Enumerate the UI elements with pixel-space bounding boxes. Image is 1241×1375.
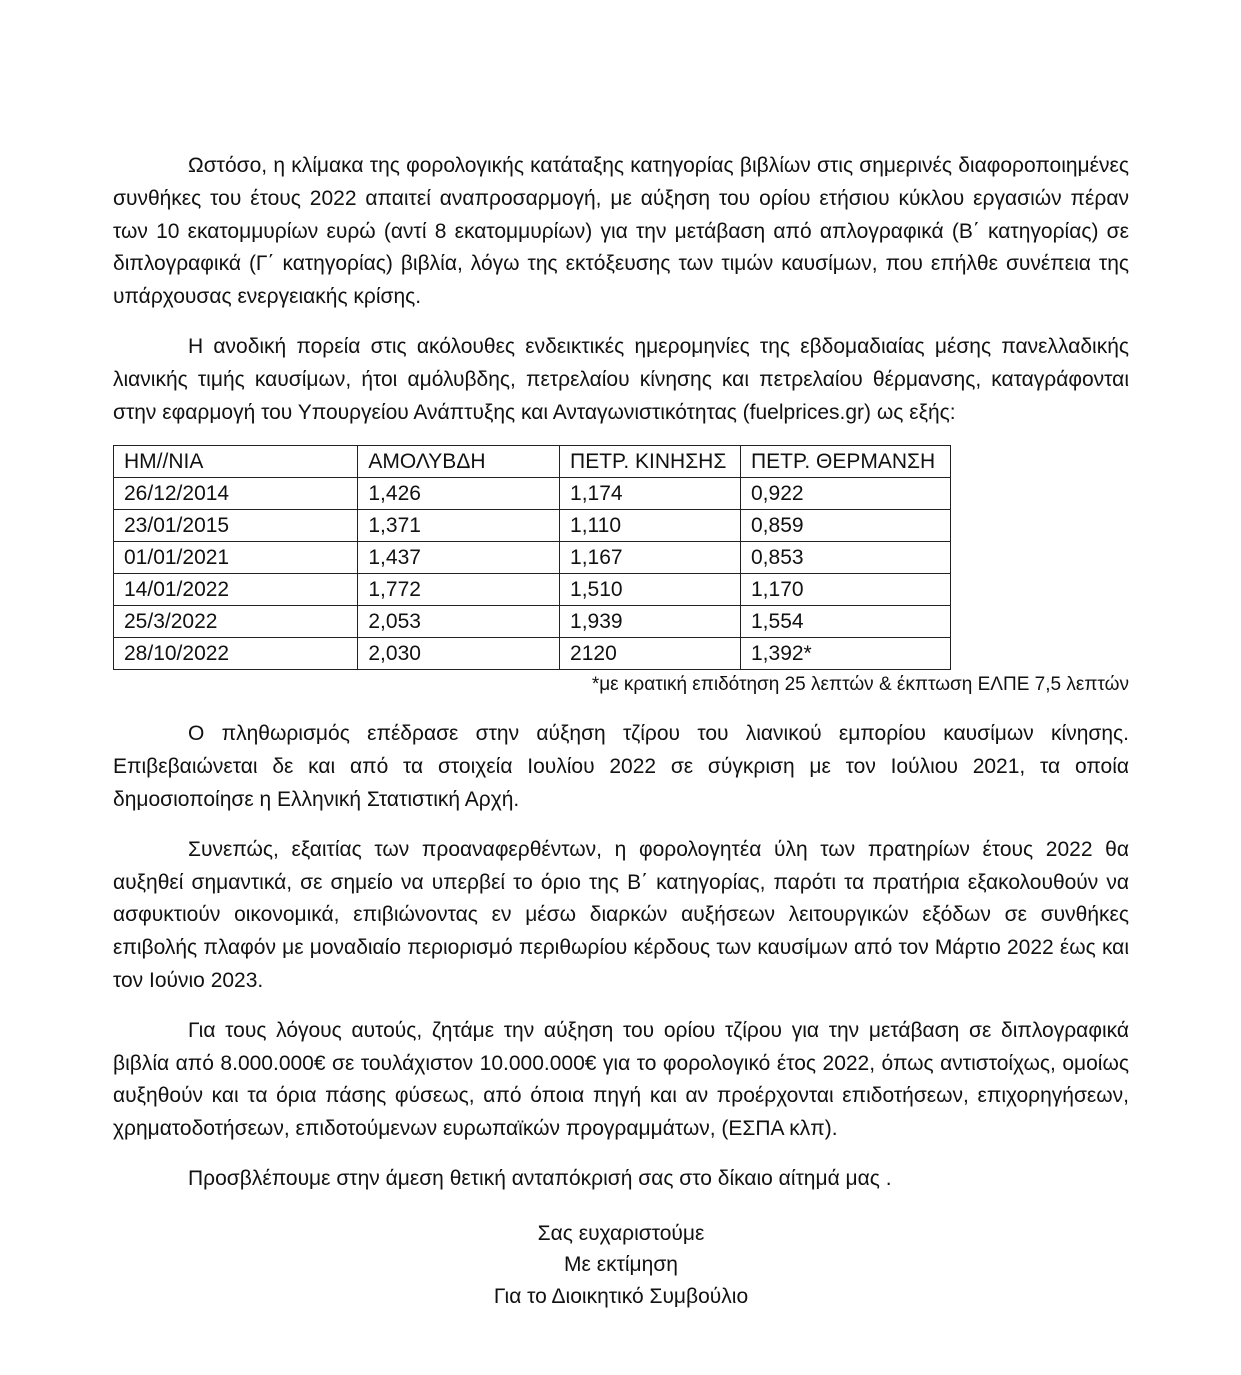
cell-heating-oil: 1,170: [741, 574, 951, 606]
cell-heating-oil: 0,859: [741, 510, 951, 542]
cell-date: 14/01/2022: [114, 574, 358, 606]
column-header-diesel: ΠΕΤΡ. ΚΙΝΗΣΗΣ: [560, 446, 741, 478]
cell-date: 25/3/2022: [114, 606, 358, 638]
column-header-heating-oil: ΠΕΤΡ. ΘΕΡΜΑΝΣΗ: [741, 446, 951, 478]
table-footnote: *με κρατική επιδότηση 25 λεπτών & έκπτωση ΕΛΠΕ 7,5 λεπτών: [591, 674, 1129, 696]
cell-unleaded: 2,030: [358, 638, 560, 670]
cell-diesel: 2120: [560, 638, 741, 670]
table-header-row: [114, 446, 951, 478]
paragraph-taxable-income: Συνεπώς, εξαιτίας των προαναφερθέντων, η φορολογητέα ύλη των πρατηρίων έτους 2022 θα αυξηθεί σημαντικά, σε σημείο να υπερβεί το όριο της Β΄ κατηγορίας, παρότι τα πρατήρια εξακολουθούν να ασφυκτιούν οικονομικά, επιβιώνοντας εν μέσω διαρκών αυξήσεων λειτουργικών εξόδων σε συνθήκες επιβολής πλαφόν με μοναδιαίο περιορισμό περιθωρίου κέρδους των καυσίμων από τον Μάρτιο 2022 έως και τον Ιούνιο 2023.: [113, 837, 1129, 992]
table-row: [114, 510, 951, 542]
cell-unleaded: 1,437: [358, 542, 560, 574]
closing-thanks: Σας ευχαριστούμε: [537, 1221, 705, 1245]
table-row: [114, 478, 951, 510]
cell-diesel: 1,167: [560, 542, 741, 574]
cell-heating-oil: 1,554: [741, 606, 951, 638]
paragraph-anticipation: Προσβλέπουμε στην άμεση θετική ανταπόκρισή σας στο δίκαιο αίτημά μας .: [188, 1166, 892, 1190]
table-row: [114, 638, 951, 670]
closing-regards: Με εκτίμηση: [564, 1253, 678, 1277]
cell-heating-oil: 0,922: [741, 478, 951, 510]
paragraph-fuel-price-trend: Η ανοδική πορεία στις ακόλουθες ενδεικτικές ημερομηνίες της εβδομαδιαίας μέσης πανελλαδικής λιανικής τιμής καυσίμων, ήτοι αμόλυβδης, πετρελαίου κίνησης και πετρελαίου θέρμανσης, καταγράφονται στην εφαρμογή του Υπουργείου Ανάπτυξης και Ανταγωνιστικότητας (fuelprices.gr) ως εξής:: [113, 334, 1129, 424]
closing-board: Για το Διοικητικό Συμβούλιο: [493, 1284, 749, 1308]
cell-date: 01/01/2021: [114, 542, 358, 574]
cell-date: 26/12/2014: [114, 478, 358, 510]
column-header-date: ΗΜ//ΝΙΑ: [114, 446, 358, 478]
paragraph-book-category: Ωστόσο, η κλίμακα της φορολογικής κατάταξης κατηγορίας βιβλίων στις σημερινές διαφοροποιημένες συνθήκες του έτους 2022 απαιτεί αναπροσαρμογή, με αύξηση του ορίου ετήσιου κύκλου εργασιών πέραν των 10 εκατομμυρίων ευρώ (αντί 8 εκατομμυρίων) για την μετάβαση από απλογραφικά (Β΄ κατηγορίας) σε διπλογραφικά (Γ΄ κατηγορίας) βιβλία, λόγω της εκτόξευσης των τιμών καυσίμων, που επήλθε συνέπεια της υπάρχουσας ενεργειακής κρίσης.: [113, 154, 1129, 309]
column-header-unleaded: ΑΜΟΛΥΒΔΗ: [358, 446, 560, 478]
cell-heating-oil: 1,392*: [741, 638, 951, 670]
table-row: [114, 574, 951, 606]
paragraph-request: Για τους λόγους αυτούς, ζητάμε την αύξηση του ορίου τζίρου για την μετάβαση σε διπλογραφικά βιβλία από 8.000.000€ σε τουλάχιστον 10.000.000€ για το φορολογικό έτος 2022, όπως αντιστοίχως, ομοίως αυξηθούν και τα όρια πάσης φύσεως, από όποια πηγή και αν προέρχονται επιδοτήσεων, επιχορηγήσεων, χρηματοδοτήσεων, επιδοτούμενων ευρωπαϊκών προγραμμάτων, (ΕΣΠΑ κλπ).: [113, 1018, 1129, 1141]
table-row: [114, 542, 951, 574]
cell-unleaded: 1,371: [358, 510, 560, 542]
cell-date: 23/01/2015: [114, 510, 358, 542]
cell-diesel: 1,510: [560, 574, 741, 606]
cell-heating-oil: 0,853: [741, 542, 951, 574]
cell-diesel: 1,174: [560, 478, 741, 510]
cell-unleaded: 1,426: [358, 478, 560, 510]
cell-unleaded: 1,772: [358, 574, 560, 606]
table-row: [114, 606, 951, 638]
cell-diesel: 1,110: [560, 510, 741, 542]
closing-block: [113, 1218, 1129, 1313]
cell-diesel: 1,939: [560, 606, 741, 638]
document-page: [113, 150, 1129, 1312]
paragraph-inflation: Ο πληθωρισμός επέδρασε στην αύξηση τζίρου του λιανικού εμπορίου καυσίμων κίνησης. Επιβεβαιώνεται δε και από τα στοιχεία Ιουλίου 2022 σε σύγκριση με τον Ιούλιου 2021, τα οποία δημοσιοποίησε η Ελληνική Στατιστική Αρχή.: [113, 722, 1129, 811]
fuel-price-table: [113, 445, 951, 670]
cell-date: 28/10/2022: [114, 638, 358, 670]
cell-unleaded: 2,053: [358, 606, 560, 638]
